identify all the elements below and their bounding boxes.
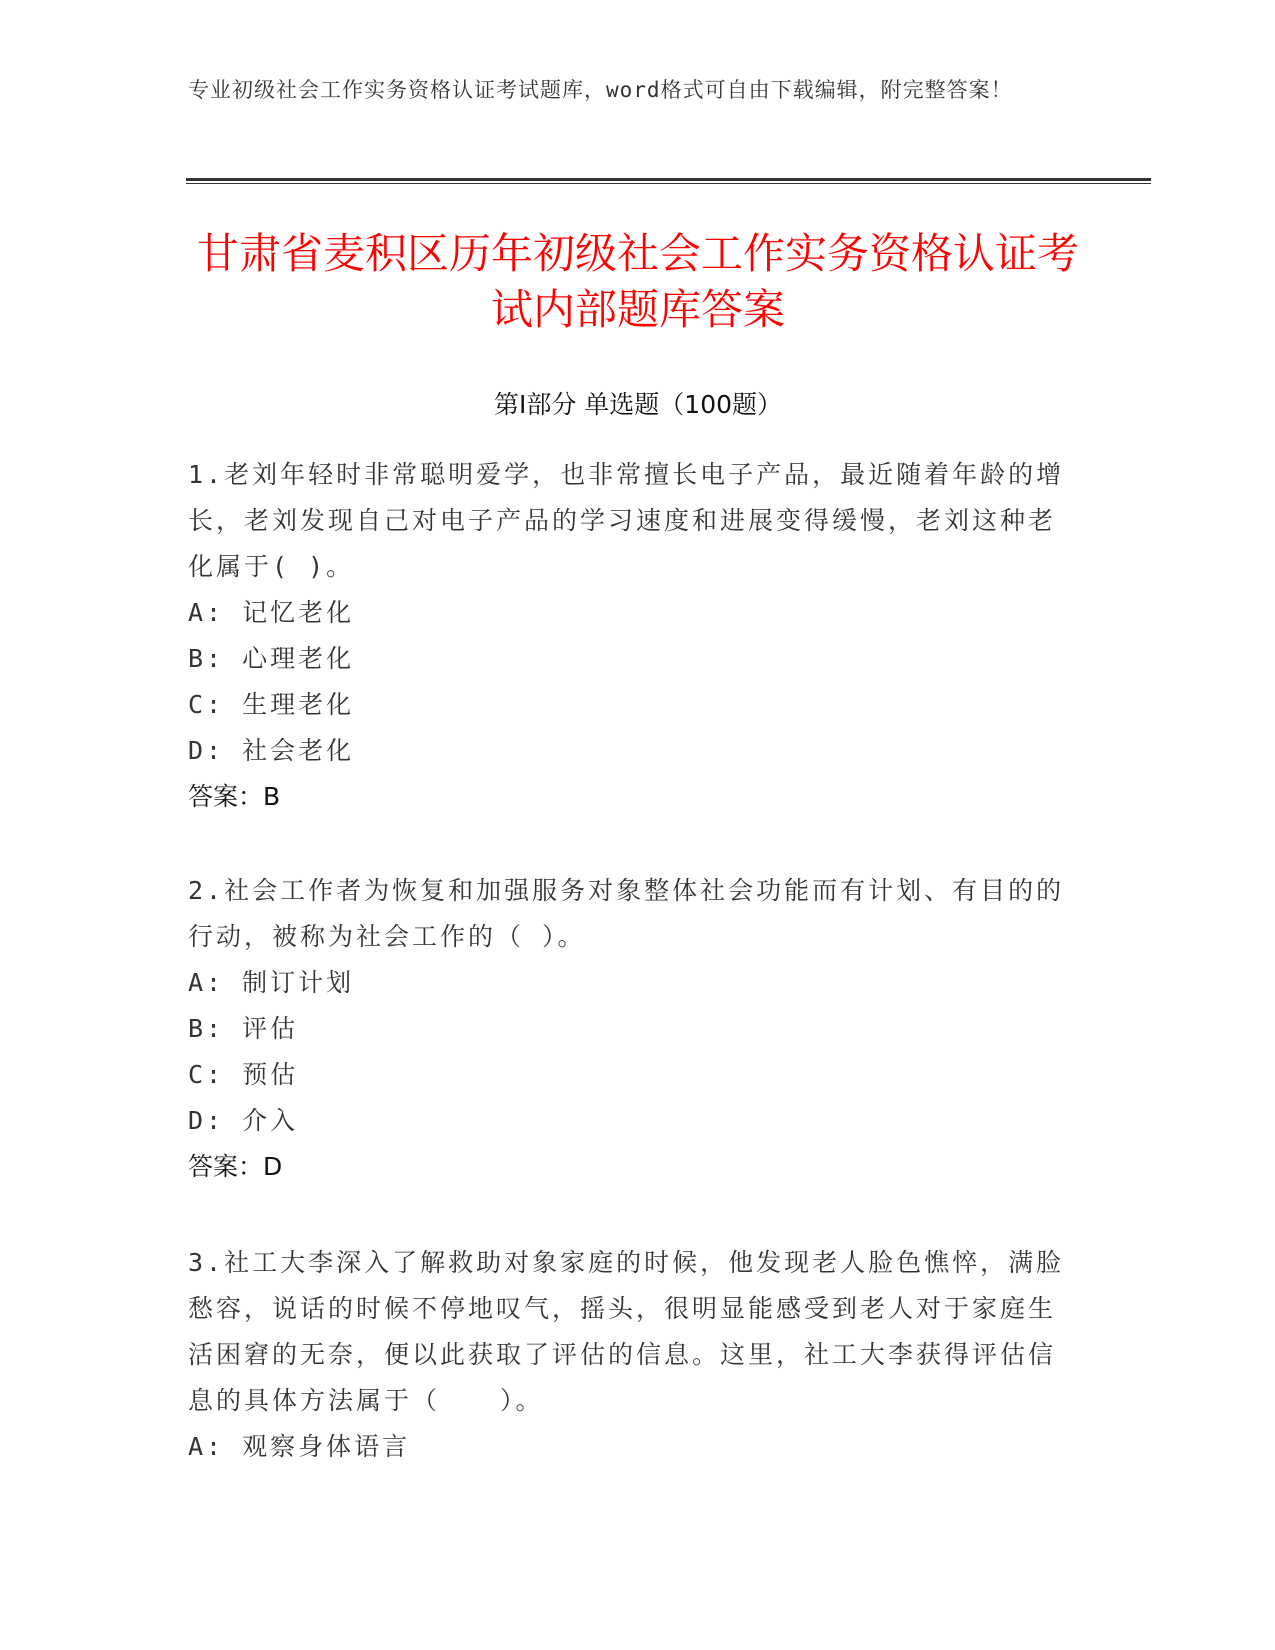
option-a: A: 制订计划 (188, 968, 355, 997)
header-divider-thick (186, 178, 1151, 181)
question-stem: 1.老刘年轻时非常聪明爱学，也非常擅长电子产品，最近随着年龄的增长，老刘发现自己对电子产品的学习速度和进展变得缓慢，老刘这种老化属于( )。 (188, 460, 1065, 581)
question-stem-part1: 3.社工大李深入了解救助对象家庭的时候，他发现老人脸色憔悴，满脸愁容，说话的时候不停地叹气，摇头，很明显能感受到老人对于家庭生活困窘的无奈，便以此获取了评估的信息。这里，社工大李获得评估信息的具体方法属于（ (188, 1248, 1065, 1415)
option-a: A: 观察身体语言 (188, 1432, 411, 1461)
option-b: B: 心理老化 (188, 644, 355, 673)
option-d: D: 介入 (188, 1106, 299, 1135)
question-2 (188, 868, 1068, 1190)
header-divider-thin (186, 183, 1151, 184)
header-note: 专业初级社会工作实务资格认证考试题库，word格式可自由下载编辑，附完整答案！ (188, 78, 1013, 102)
document-title: 甘肃省麦积区历年初级社会工作实务资格认证考试内部题库答案 (196, 229, 1079, 334)
answer: 答案：D (188, 1152, 283, 1181)
option-c: C: 生理老化 (188, 690, 355, 719)
question-1 (188, 452, 1068, 820)
question-3 (188, 1240, 1068, 1470)
option-a: A: 记忆老化 (188, 598, 355, 627)
question-stem-part2: ）。 (500, 1386, 544, 1415)
option-d: D: 社会老化 (188, 736, 355, 765)
answer: 答案：B (188, 782, 281, 811)
section-title: 第Ⅰ部分 单选题（100题） (493, 390, 783, 419)
option-c: C: 预估 (188, 1060, 299, 1089)
option-b: B: 评估 (188, 1014, 299, 1043)
question-stem: 2.社会工作者为恢复和加强服务对象整体社会功能而有计划、有目的的行动，被称为社会工作的（ ）。 (188, 876, 1065, 951)
question-stem (188, 1240, 1068, 1424)
